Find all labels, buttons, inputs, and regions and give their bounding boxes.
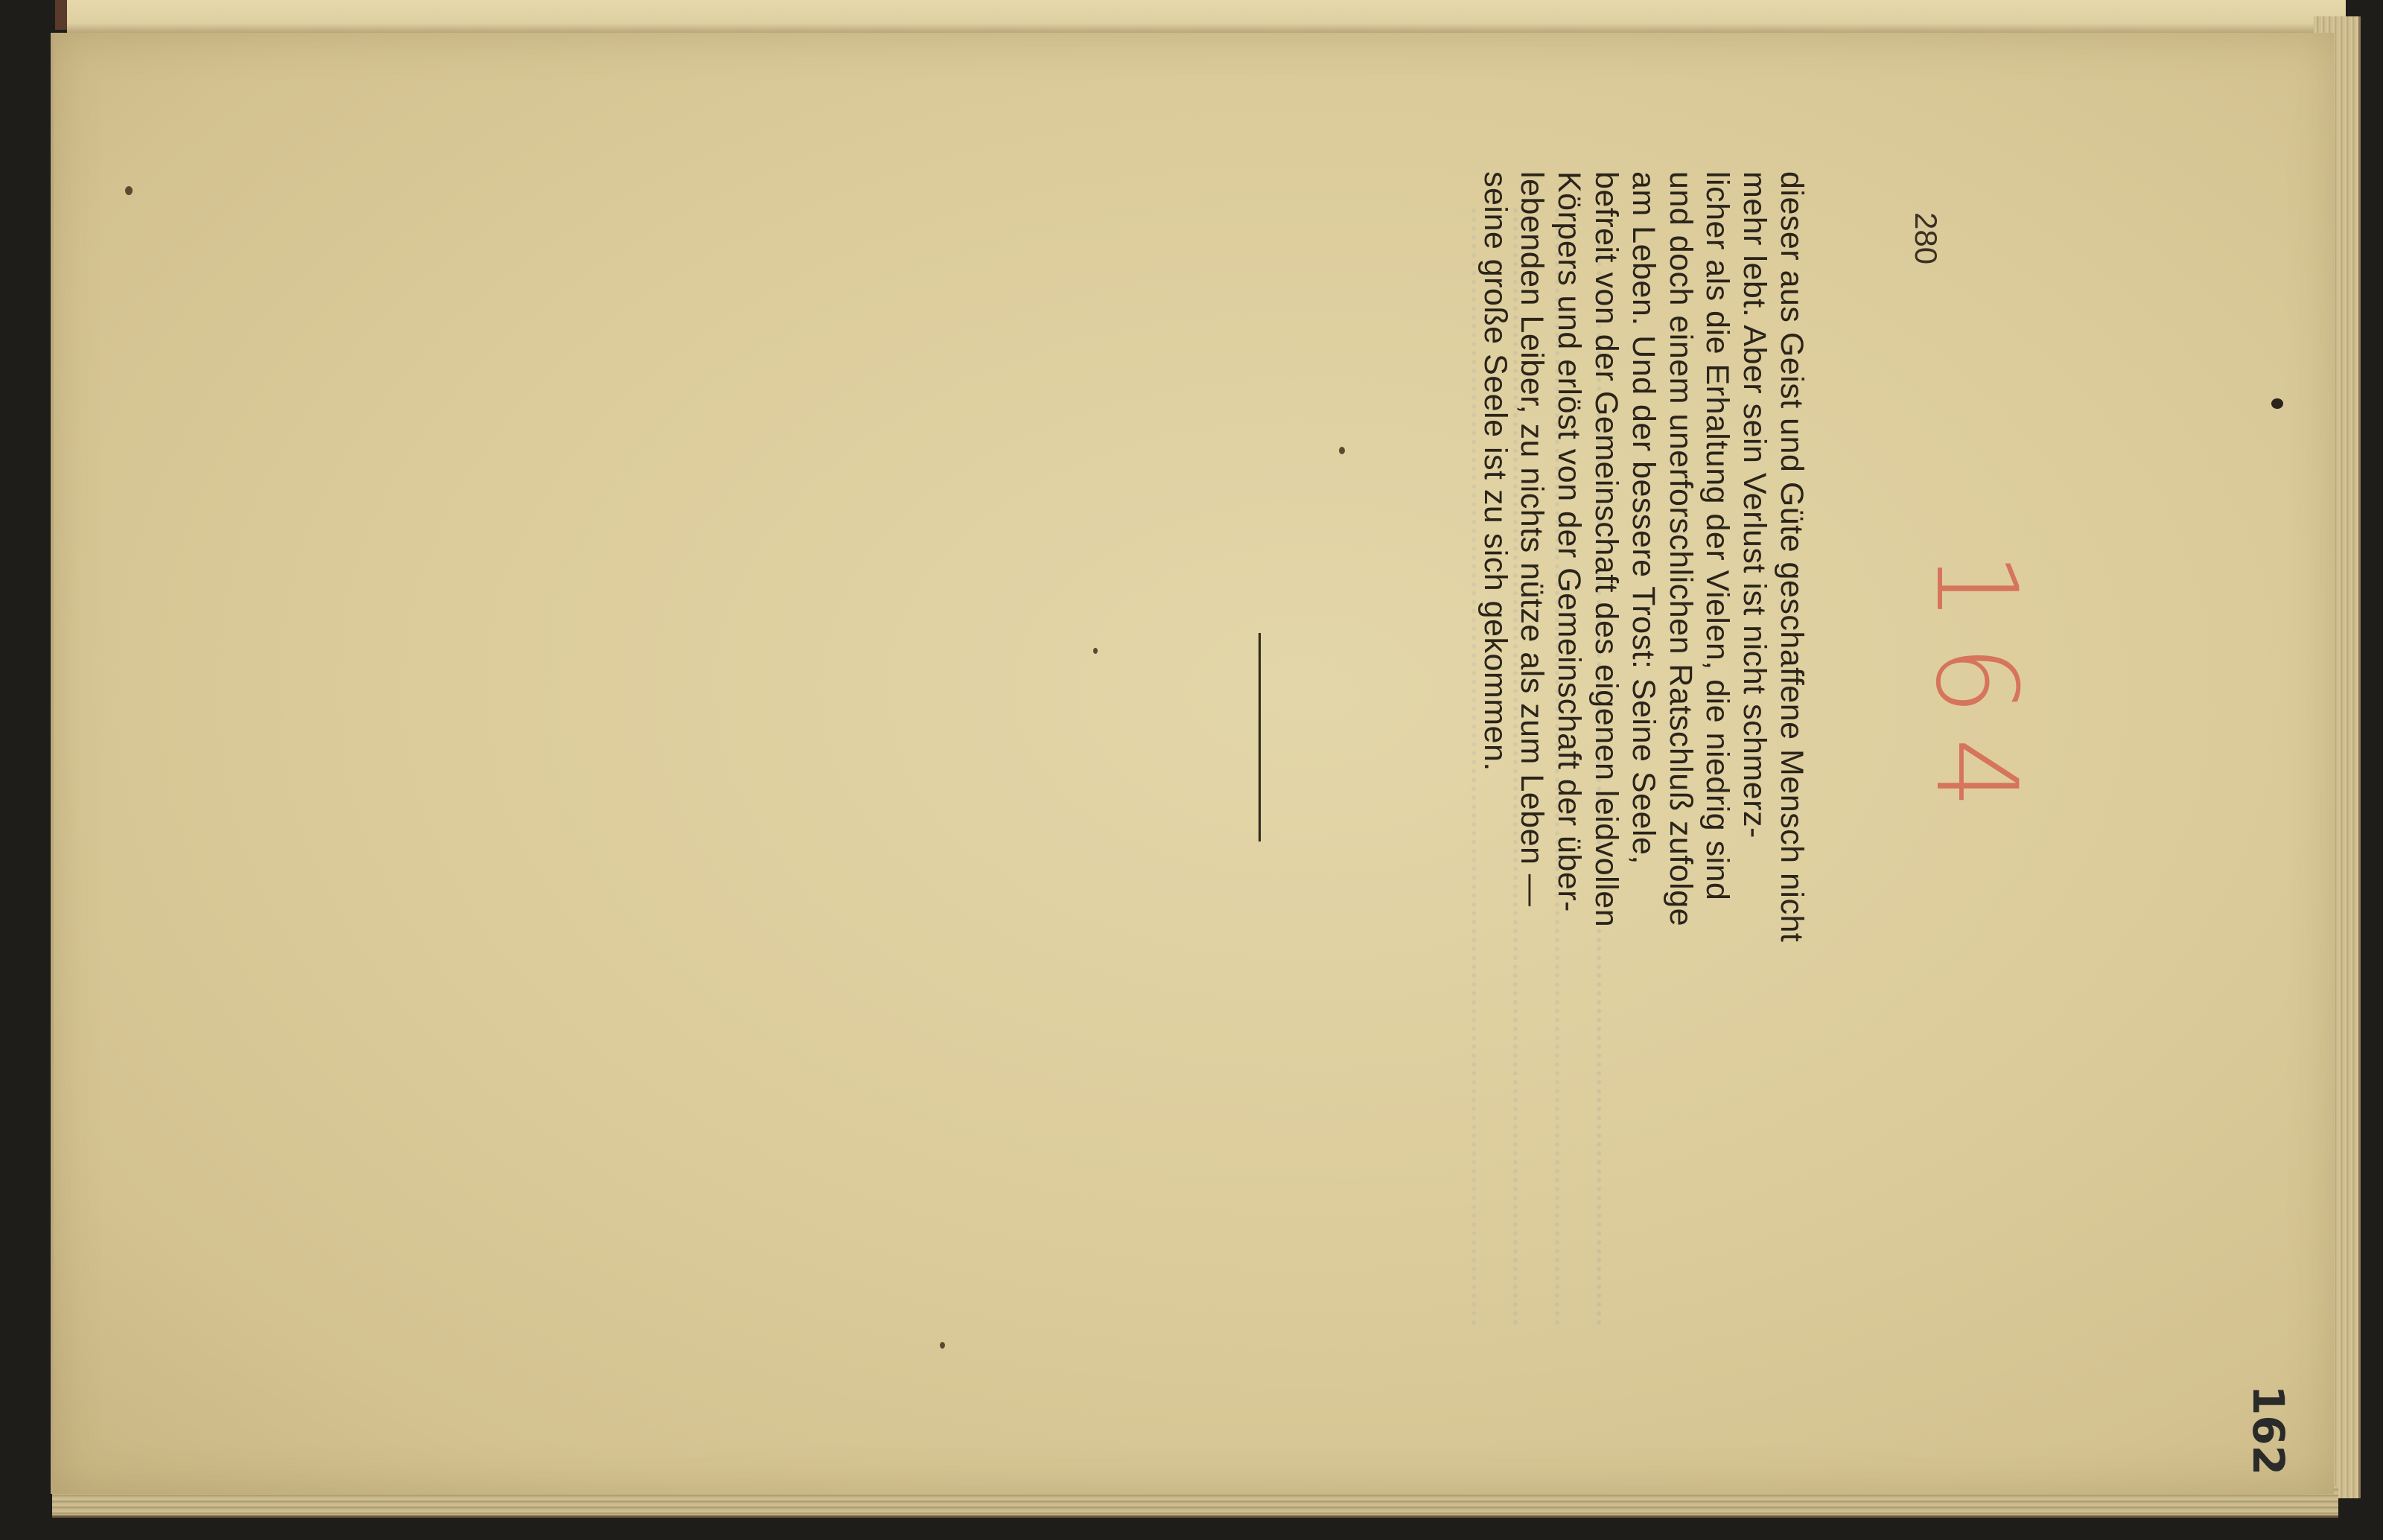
facing-page-edge — [67, 0, 2346, 34]
text-line: mehr lebt. Aber sein Verlust ist nicht schmerz- — [1737, 171, 1773, 839]
page-number: 280 — [1909, 212, 1944, 265]
text-line: dieser aus Geist und Güte geschaffene Mensch nicht — [1774, 171, 1810, 943]
paper-speck — [940, 1342, 945, 1349]
text-line: befreit von der Gemeinschaft des eigenen leidvollen — [1588, 171, 1625, 928]
text-line: lebenden Leiber, zu nichts nütze als zum Leben — — [1514, 171, 1550, 907]
text-line: licher als die Erhaltung der Vielen, die niedrig sind — [1699, 171, 1736, 901]
pencil-handwritten-number: 162 — [2243, 1385, 2294, 1476]
text-line: Körpers und erlöst von der Gemeinschaft der über- — [1551, 171, 1588, 912]
paper-speck — [1339, 447, 1345, 454]
red-handwritten-number: 164 — [1911, 551, 2040, 832]
text-line: seine große Seele ist zu sich gekommen. — [1477, 171, 1513, 771]
paper-speck — [1093, 648, 1098, 654]
paper-speck — [125, 186, 133, 195]
text-line: am Leben. Und der bessere Trost: Seine Seele, — [1625, 171, 1661, 865]
paper-speck — [2271, 398, 2283, 409]
body-text — [1476, 171, 1810, 1065]
section-divider — [1259, 633, 1261, 841]
text-line: und doch einem unerforschlichen Ratschluß zufolge — [1662, 171, 1699, 927]
